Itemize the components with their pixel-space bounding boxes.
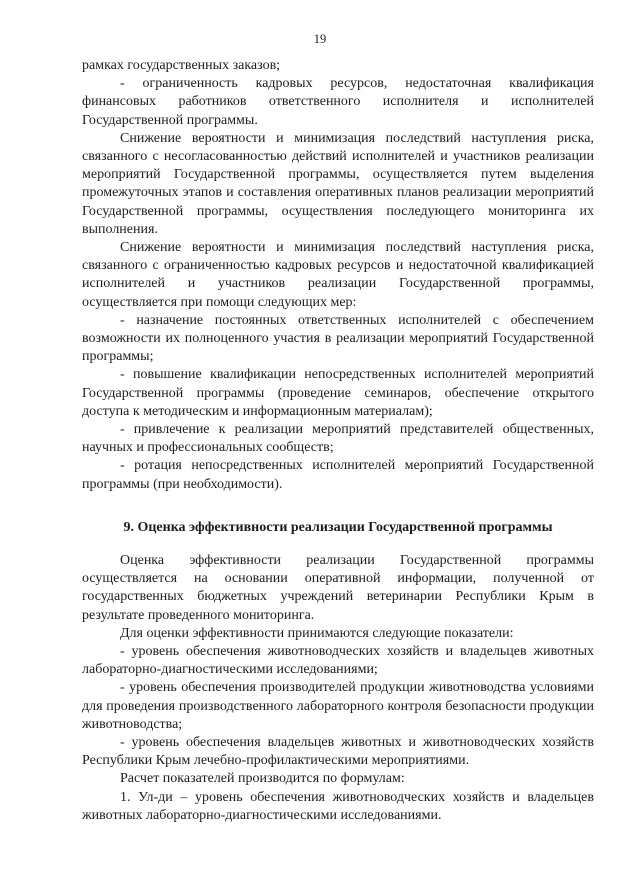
paragraph: - ротация непосредственных исполнителей мероприятий Государственной программы (при необходимости). xyxy=(82,458,594,492)
paragraph: Для оценки эффективности принимаются следующие показатели: xyxy=(120,625,514,641)
paragraph: Оценка эффективности реализации Государственной программы осуществляется на основании оперативной информации, полученной от государственных бюджетных учреждений ветеринарии Республики Крым в результате проведенного мониторинга. xyxy=(82,553,594,623)
text-section-risks xyxy=(82,57,594,494)
paragraph: - ограниченность кадровых ресурсов, недостаточная квалификация финансовых работников ответственного исполнителя и исполнителей Государственной программы. xyxy=(82,76,594,128)
paragraph: - уровень обеспечения владельцев животных и животноводческих хозяйств Республики Крым лечебно-профилактическими мероприятиями. xyxy=(82,735,594,769)
paragraph: - уровень обеспечения животноводческих хозяйств и владельцев животных лабораторно-диагностическими исследованиями; xyxy=(82,644,594,678)
paragraph: Расчет показателей производится по формулам: xyxy=(120,771,405,787)
paragraph: Снижение вероятности и минимизация последствий наступления риска, связанного с несогласованностью действий исполнителей и участников реализации мероприятий Государственной программы, осуществляется путем выделения промежуточных этапов и составления оперативных планов реализации мероприятий Государственной программы, осуществления последующего мониторинга их выполнения. xyxy=(82,130,594,237)
paragraph: - уровень обеспечения производителей продукции животноводства условиями для проведения производственного лабораторного контроля безопасности продукции животноводства; xyxy=(82,680,594,732)
page-number: 19 xyxy=(313,32,327,46)
paragraph: Снижение вероятности и минимизация последствий наступления риска, связанного с ограниченностью кадровых ресурсов и недостаточной квалификацией исполнителей и участников реализации Государственной программы, осуществляется при помощи следующих мер: xyxy=(82,240,594,310)
text-section-evaluation xyxy=(82,552,594,825)
paragraph: - назначение постоянных ответственных исполнителей с обеспечением возможности их полноценного участия в реализации мероприятий Государственной программы; xyxy=(82,312,594,365)
paragraph: - привлечение к реализации мероприятий представителей общественных, научных и профессиональных сообществ; xyxy=(82,422,594,456)
section-heading: 9. Оценка эффективности реализации Государственной программы xyxy=(123,520,553,535)
paragraph: рамках государственных заказов; xyxy=(82,58,281,73)
paragraph: 1. Ул-ди – уровень обеспечения животноводческих хозяйств и владельцев животных лабораторно-диагностическими исследованиями. xyxy=(82,789,594,823)
paragraph: - повышение квалификации непосредственных исполнителей мероприятий Государственной программы (проведение семинаров, обеспечение открытого доступа к методическим и информационным материалам); xyxy=(82,367,594,419)
